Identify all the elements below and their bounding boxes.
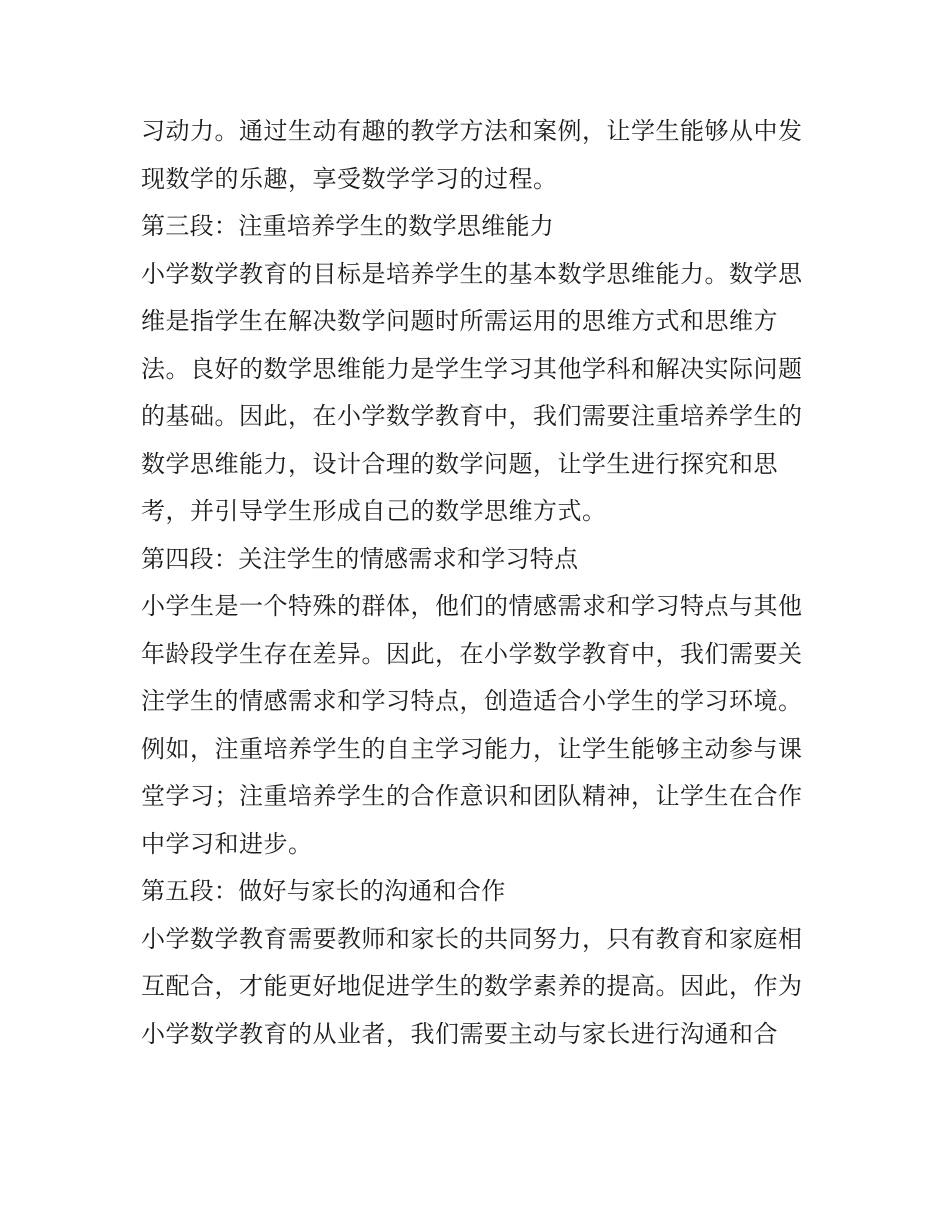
text-line: 小学数学教育需要教师和家长的共同努力，只有教育和家庭相 [141, 924, 803, 953]
text-line: 年龄段学生存在差异。因此，在小学数学教育中，我们需要关 [141, 639, 803, 668]
text-line: 习动力。通过生动有趣的教学方法和案例，让学生能够从中发 [141, 117, 803, 145]
text-line: 小学数学教育的从业者，我们需要主动与家长进行沟通和合 [141, 1019, 778, 1048]
text-line: 的基础。因此，在小学数学教育中，我们需要注重培养学生的 [141, 402, 803, 430]
text-line: 小学生是一个特殊的群体，他们的情感需求和学习特点与其他 [141, 592, 803, 620]
text-line: 现数学的乐趣，享受数学学习的过程。 [141, 164, 558, 193]
section-heading-3: 第三段：注重培养学生的数学思维能力 [141, 212, 555, 240]
text-line: 堂学习；注重培养学生的合作意识和团队精神，让学生在合作 [141, 782, 803, 810]
section-heading-4: 第四段：关注学生的情感需求和学习特点 [141, 544, 579, 573]
text-line: 注学生的情感需求和学习特点，创造适合小学生的学习环境。 [141, 687, 803, 715]
text-line: 互配合，才能更好地促进学生的数学素养的提高。因此，作为 [141, 972, 803, 1000]
text-line: 法。良好的数学思维能力是学生学习其他学科和解决实际问题 [141, 354, 803, 383]
text-line: 小学数学教育的目标是培养学生的基本数学思维能力。数学思 [141, 259, 803, 288]
text-line: 数学思维能力，设计合理的数学问题，让学生进行探究和思 [141, 449, 778, 478]
body-text [141, 108, 821, 1058]
text-line: 例如，注重培养学生的自主学习能力，让学生能够主动参与课 [141, 734, 803, 763]
text-line: 考，并引导学生形成自己的数学思维方式。 [141, 497, 607, 525]
text-line: 中学习和进步。 [141, 829, 313, 858]
text-line: 维是指学生在解决数学问题时所需运用的思维方式和思维方 [141, 307, 778, 335]
section-heading-5: 第五段：做好与家长的沟通和合作 [141, 877, 506, 905]
